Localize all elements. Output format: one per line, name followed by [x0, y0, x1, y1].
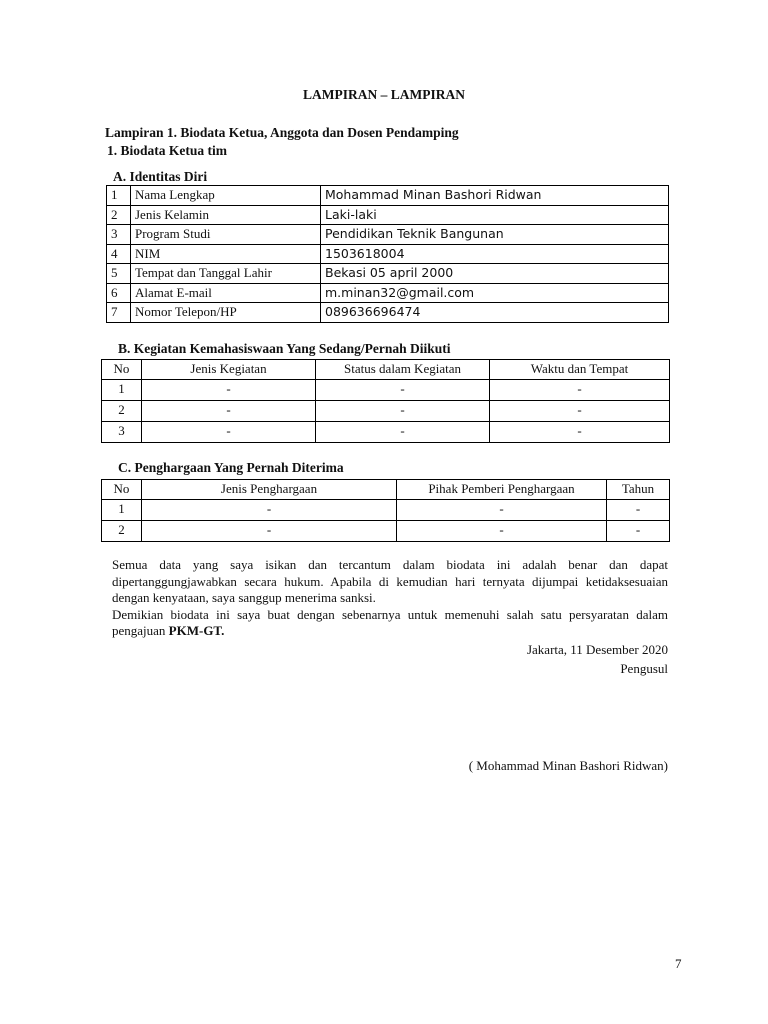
table-cell: 1 — [102, 380, 142, 401]
page-title: LAMPIRAN – LAMPIRAN — [303, 87, 465, 102]
table-row — [102, 500, 670, 521]
field-label: Tempat dan Tanggal Lahir — [131, 264, 321, 284]
column-header: Tahun — [607, 480, 670, 500]
statement-paragraph-2-text: Demikian biodata ini saya buat dengan sebenarnya untuk memenuhi salah satu persyaratan dalam pengajuan — [112, 606, 668, 638]
table-cell: - — [142, 401, 316, 422]
statement-program-name: PKM-GT. — [168, 623, 225, 638]
table-row — [107, 283, 669, 303]
table-row — [107, 303, 669, 323]
table-cell: 2 — [102, 521, 142, 542]
table-cell: - — [607, 500, 670, 521]
field-value: m.minan32@gmail.com — [321, 283, 669, 303]
table-cell: - — [397, 500, 607, 521]
column-header: Status dalam Kegiatan — [316, 360, 490, 380]
statement-paragraph-1: Semua data yang saya isikan dan tercantum dalam biodata ini adalah benar dan dapat dipertanggungjawabkan secara hukum. Apabila di kemudian hari ternyata dijumpai ketidaksesuaian dengan kenyataan, saya sanggup menerima sanksi. — [112, 557, 668, 605]
field-value: Pendidikan Teknik Bangunan — [321, 225, 669, 245]
table-header-row — [102, 480, 670, 500]
table-cell: 3 — [102, 422, 142, 443]
table-cell: - — [490, 401, 670, 422]
row-number: 7 — [107, 303, 131, 323]
table-row — [102, 422, 670, 443]
table-cell: - — [142, 521, 397, 542]
row-number: 1 — [107, 186, 131, 206]
column-header: Waktu dan Tempat — [490, 360, 670, 380]
table-cell: - — [316, 380, 490, 401]
identity-table — [106, 185, 669, 323]
activities-table — [101, 359, 670, 443]
field-label: Program Studi — [131, 225, 321, 245]
field-label: Alamat E-mail — [131, 283, 321, 303]
signature-name: ( Mohammad Minan Bashori Ridwan) — [468, 758, 668, 773]
table-cell: - — [142, 422, 316, 443]
field-label: Nama Lengkap — [131, 186, 321, 206]
subheading-biodata-ketua: 1. Biodata Ketua tim — [107, 143, 227, 158]
signature-place-date: Jakarta, 11 Desember 2020 — [526, 642, 668, 657]
table-cell: - — [607, 521, 670, 542]
table-cell: - — [142, 380, 316, 401]
field-value: Laki-laki — [321, 205, 669, 225]
field-value: Bekasi 05 april 2000 — [321, 264, 669, 284]
column-header: Pihak Pemberi Penghargaan — [397, 480, 607, 500]
column-header: Jenis Penghargaan — [142, 480, 397, 500]
row-number: 2 — [107, 205, 131, 225]
table-row — [102, 521, 670, 542]
table-cell: - — [397, 521, 607, 542]
column-header: Jenis Kegiatan — [142, 360, 316, 380]
awards-table — [101, 479, 670, 542]
table-row — [107, 205, 669, 225]
table-row — [107, 186, 669, 206]
table-cell: 2 — [102, 401, 142, 422]
table-cell: - — [142, 500, 397, 521]
statement-paragraph-2 — [112, 607, 668, 640]
appendix-heading: Lampiran 1. Biodata Ketua, Anggota dan Dosen Pendamping — [105, 125, 459, 140]
row-number: 5 — [107, 264, 131, 284]
row-number: 3 — [107, 225, 131, 245]
section-b-title: B. Kegiatan Kemahasiswaan Yang Sedang/Pernah Diikuti — [118, 341, 451, 356]
table-row — [107, 264, 669, 284]
column-header: No — [102, 480, 142, 500]
signature-role: Pengusul — [620, 661, 668, 676]
field-value: 089636696474 — [321, 303, 669, 323]
field-value: Mohammad Minan Bashori Ridwan — [321, 186, 669, 206]
table-cell: - — [316, 422, 490, 443]
table-cell: - — [490, 422, 670, 443]
field-label: NIM — [131, 244, 321, 264]
table-header-row — [102, 360, 670, 380]
table-cell: 1 — [102, 500, 142, 521]
table-row — [107, 225, 669, 245]
table-cell: - — [490, 380, 670, 401]
field-label: Jenis Kelamin — [131, 205, 321, 225]
table-row — [102, 380, 670, 401]
row-number: 6 — [107, 283, 131, 303]
column-header: No — [102, 360, 142, 380]
section-c-title: C. Penghargaan Yang Pernah Diterima — [118, 460, 344, 475]
field-value: 1503618004 — [321, 244, 669, 264]
page-number: 7 — [675, 956, 682, 971]
row-number: 4 — [107, 244, 131, 264]
field-label: Nomor Telepon/HP — [131, 303, 321, 323]
statement-text — [112, 557, 668, 640]
table-row — [107, 244, 669, 264]
section-a-title: A. Identitas Diri — [113, 169, 208, 184]
table-cell: - — [316, 401, 490, 422]
table-row — [102, 401, 670, 422]
